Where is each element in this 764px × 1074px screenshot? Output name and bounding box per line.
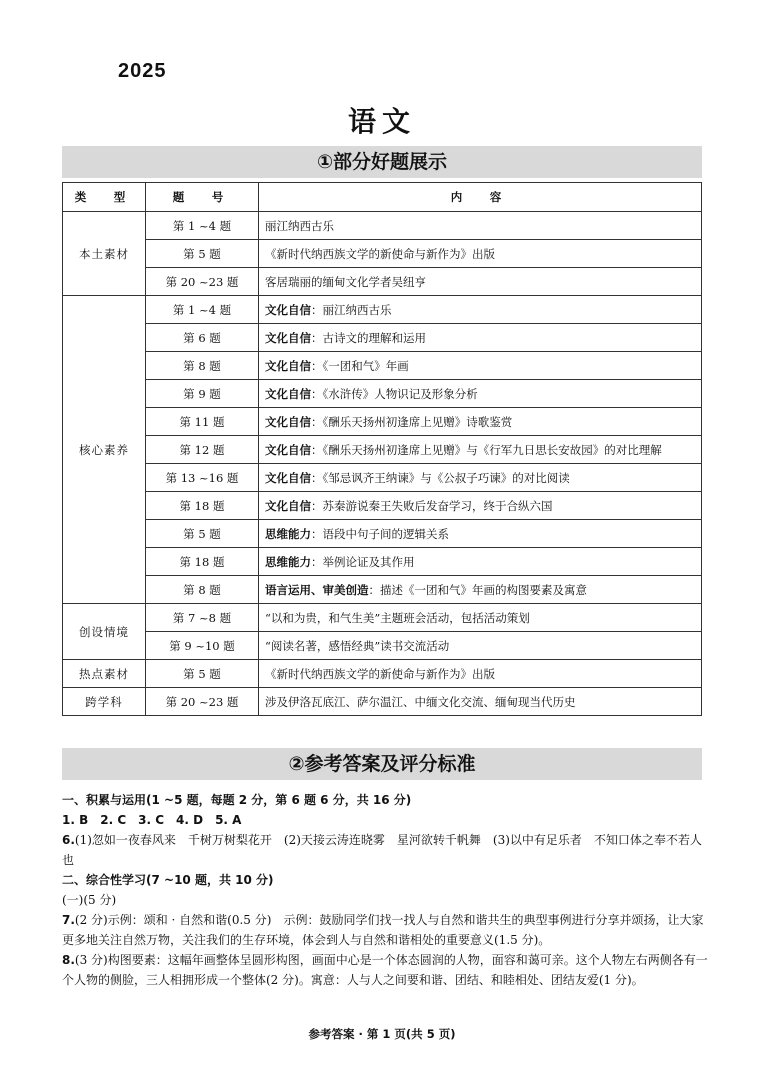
content-text: 涉及伊洛瓦底江、萨尔温江、中缅文化交流、缅甸现当代历史 — [265, 694, 576, 709]
category-cell: 本土素材 — [63, 212, 146, 296]
table-row — [63, 436, 702, 464]
category-cell: 热点素材 — [63, 660, 146, 688]
content-text: ：丽江纳西古乐 — [311, 302, 392, 317]
table-row — [63, 520, 702, 548]
literacy-tag: 文化自信 — [265, 386, 311, 401]
category-cell: 跨学科 — [63, 688, 146, 716]
content-cell — [259, 352, 702, 380]
content-text: 客居瑞丽的缅甸文化学者吴纽亨 — [265, 274, 426, 289]
table-row — [63, 464, 702, 492]
table-header-row — [63, 183, 702, 212]
content-text: ：《酬乐天扬州初逢席上见赠》诗歌鉴赏 — [311, 414, 513, 429]
q7-number: 7. — [62, 913, 75, 927]
question-number-cell: 第 20 ~23 题 — [146, 268, 259, 296]
content-text: ：《水浒传》人物识记及形象分析 — [311, 386, 478, 401]
question-number-cell: 第 5 题 — [146, 240, 259, 268]
content-text: ：苏秦游说秦王失败后发奋学习，终于合纵六国 — [311, 498, 553, 513]
literacy-tag: 语言运用、审美创造 — [265, 582, 369, 597]
content-cell — [259, 324, 702, 352]
table-row — [63, 240, 702, 268]
content-cell — [259, 604, 702, 632]
content-text: ：《酬乐天扬州初逢席上见赠》与《行军九日思长安故园》的对比理解 — [311, 442, 662, 457]
q7-answer — [62, 910, 710, 950]
content-cell — [259, 492, 702, 520]
content-text: ：《一团和气》年画 — [311, 358, 409, 373]
table-row — [63, 380, 702, 408]
table-row — [63, 268, 702, 296]
literacy-tag: 文化自信 — [265, 442, 311, 457]
content-cell — [259, 520, 702, 548]
literacy-tag: 思维能力 — [265, 526, 311, 541]
table-row — [63, 660, 702, 688]
table-row — [63, 632, 702, 660]
literacy-tag: 文化自信 — [265, 302, 311, 317]
content-text: 《新时代纳西族文学的新使命与新作为》出版 — [265, 666, 495, 681]
table-row — [63, 688, 702, 716]
literacy-tag: 文化自信 — [265, 330, 311, 345]
content-cell — [259, 548, 702, 576]
category-cell: 核心素养 — [63, 296, 146, 604]
content-cell — [259, 660, 702, 688]
question-number-cell: 第 7 ~8 题 — [146, 604, 259, 632]
content-cell — [259, 688, 702, 716]
question-number-cell: 第 13 ~16 题 — [146, 464, 259, 492]
section2-title: ②参考答案及评分标准 — [62, 748, 702, 780]
table-row — [63, 408, 702, 436]
content-text: 丽江纳西古乐 — [265, 218, 334, 233]
content-cell — [259, 464, 702, 492]
content-cell — [259, 212, 702, 240]
content-text: 《新时代纳西族文学的新使命与新作为》出版 — [265, 246, 495, 261]
question-number-cell: 第 20 ~23 题 — [146, 688, 259, 716]
content-cell — [259, 268, 702, 296]
content-cell — [259, 632, 702, 660]
question-number-cell: 第 11 题 — [146, 408, 259, 436]
q8-text: (3 分)构图要素：这幅年画整体呈圆形构图，画面中心是一个体态圆润的人物，面容和蔼可亲。这个人物左右两侧各有一个人物的侧脸，三人相拥形成一个整体(2 分)。寓意：人与人之间要和谐、团结、和睦相处、团结友爱(1 分)。 — [62, 953, 708, 987]
category-cell: 创设情境 — [63, 604, 146, 660]
table-row — [63, 492, 702, 520]
sub-heading-1: (一)(5 分) — [62, 893, 117, 907]
page-footer: 参考答案 · 第 1 页(共 5 页) — [308, 1027, 456, 1041]
table-row — [63, 212, 702, 240]
table-row — [63, 324, 702, 352]
header-question: 题 号 — [146, 183, 259, 212]
literacy-tag: 思维能力 — [265, 554, 311, 569]
table-row — [63, 352, 702, 380]
part2-heading: 二、综合性学习(7 ~10 题，共 10 分) — [62, 873, 274, 887]
content-text: “阅读名著，感悟经典”读书交流活动 — [265, 638, 450, 653]
question-number-cell: 第 8 题 — [146, 352, 259, 380]
table-row — [63, 296, 702, 324]
q7-text: (2 分)示例：颂和 · 自然和谐(0.5 分) 示例：鼓励同学们找一找人与自然和谐共生的典型事例进行分享并颂扬，让大家更多地关注自然万物，关注我们的生存环境，体会到人与自然和谐相处的重要意义(1.5 分)。 — [62, 913, 704, 947]
header-content: 内 容 — [259, 183, 702, 212]
content-cell — [259, 240, 702, 268]
q8-number: 8. — [62, 953, 75, 967]
literacy-tag: 文化自信 — [265, 358, 311, 373]
content-text: ：描述《一团和气》年画的构图要素及寓意 — [368, 582, 587, 597]
answers-section — [62, 790, 710, 990]
q6-number: 6. — [62, 833, 75, 847]
part1-heading: 一、积累与运用(1 ~5 题，每题 2 分，第 6 题 6 分，共 16 分) — [62, 793, 412, 807]
content-text: ：古诗文的理解和运用 — [311, 330, 426, 345]
content-text: ：《邹忌讽齐王纳谏》与《公叔子巧谏》的对比阅读 — [311, 470, 570, 485]
question-number-cell: 第 8 题 — [146, 576, 259, 604]
section1-title: ①部分好题展示 — [62, 146, 702, 178]
table-row — [63, 576, 702, 604]
header-type: 类 型 — [63, 183, 146, 212]
subject-title: 语文 — [347, 105, 416, 138]
question-number-cell: 第 5 题 — [146, 660, 259, 688]
mc-answers: 1. B 2. C 3. C 4. D 5. A — [62, 813, 242, 827]
table-row — [63, 604, 702, 632]
question-number-cell: 第 9 题 — [146, 380, 259, 408]
question-table — [62, 182, 702, 716]
question-number-cell: 第 18 题 — [146, 492, 259, 520]
question-number-cell: 第 1 ~4 题 — [146, 296, 259, 324]
year-label: 2025 — [118, 60, 167, 82]
question-number-cell: 第 18 题 — [146, 548, 259, 576]
question-number-cell: 第 5 题 — [146, 520, 259, 548]
literacy-tag: 文化自信 — [265, 470, 311, 485]
question-number-cell: 第 6 题 — [146, 324, 259, 352]
content-cell — [259, 436, 702, 464]
literacy-tag: 文化自信 — [265, 498, 311, 513]
q6-text: (1)忽如一夜春风来 千树万树梨花开 (2)天接云涛连晓雾 星河欲转千帆舞 (3)以中有足乐者 不知口体之奉不若人也 — [62, 833, 702, 867]
question-number-cell: 第 1 ~4 题 — [146, 212, 259, 240]
content-cell — [259, 408, 702, 436]
table-row — [63, 548, 702, 576]
content-text: ：语段中句子间的逻辑关系 — [311, 526, 449, 541]
content-text: “以和为贵，和气生美”主题班会活动，包括活动策划 — [265, 610, 530, 625]
content-cell — [259, 576, 702, 604]
content-cell — [259, 380, 702, 408]
content-text: ：举例论证及其作用 — [311, 554, 415, 569]
content-cell — [259, 296, 702, 324]
question-number-cell: 第 12 题 — [146, 436, 259, 464]
q8-answer — [62, 950, 710, 990]
question-number-cell: 第 9 ~10 题 — [146, 632, 259, 660]
q6-answer — [62, 830, 710, 870]
literacy-tag: 文化自信 — [265, 414, 311, 429]
